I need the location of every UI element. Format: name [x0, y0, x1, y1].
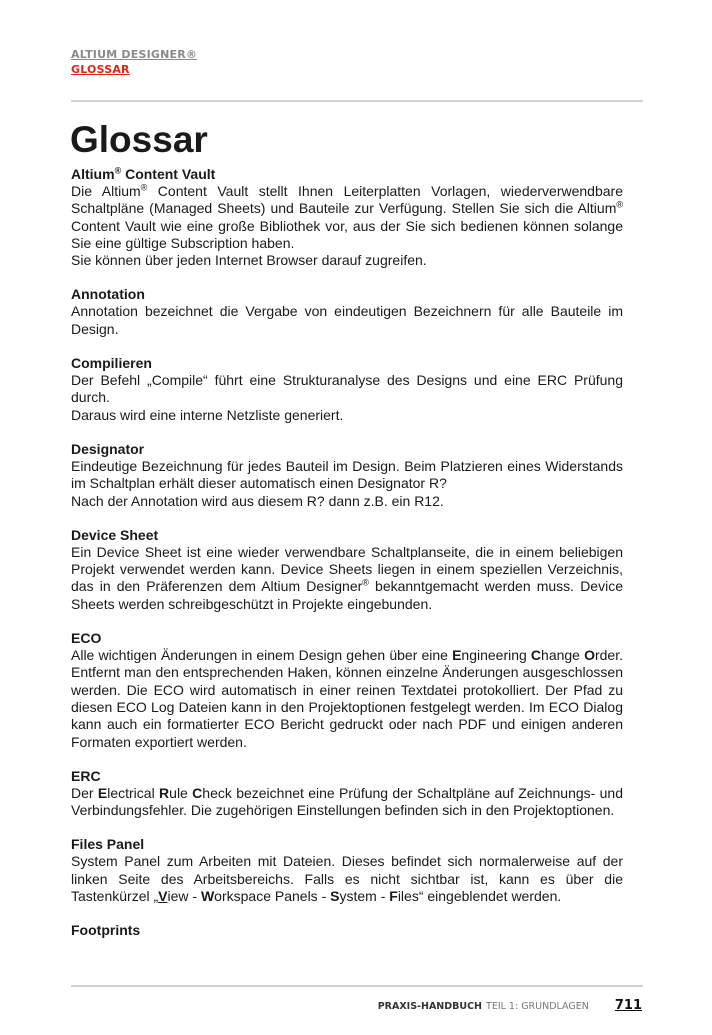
term-device-sheet: Device Sheet [71, 526, 159, 543]
definition-content-vault: Die Altium® Content Vault stellt Ihnen Leiterplatten Vorlagen, wiederverwendbare Schaltpläne (Managed Sheets) und Bauteile zur Verfügung. Stellen Sie sich die Altium® Content Vault wie eine große Bibliothek vor, aus der Sie sich bedienen können solange Sie eine gültige Subscription haben. [71, 182, 623, 251]
header-product: ALTIUM DESIGNER® [71, 48, 198, 61]
term-designator: Designator [71, 440, 145, 457]
definition-compilieren: Der Befehl „Compile“ führt eine Strukturanalyse des Designs und eine ERC Prüfung durch. [71, 372, 623, 406]
definition-files-panel: System Panel zum Arbeiten mit Dateien. Dieses befindet sich normalerweise auf der linken Seite des Arbeitsbereichs. Falls es nicht sichtbar ist, kann es über die Tastenkürzel „View - Workspace Panels - System - Files“ eingeblendet werden. [71, 853, 623, 905]
running-header [71, 47, 197, 77]
definition-designator: Eindeutige Bezeichnung für jedes Bauteil im Design. Beim Platzieren eines Widerstands im Schaltplan erhält dieser automatisch einen Designator R? [71, 457, 623, 492]
glossary-entry-eco [71, 630, 623, 751]
footer-divider [71, 985, 643, 987]
glossary-entry-designator [71, 441, 623, 510]
header-divider [71, 100, 643, 102]
term-eco: ECO [71, 630, 102, 647]
term-content-vault: Altium® Content Vault [71, 165, 216, 182]
page-title: Glossar [70, 119, 208, 160]
glossary-entry-compilieren [71, 355, 623, 424]
term-annotation: Annotation [71, 286, 145, 303]
glossary-entry-footprints [71, 922, 623, 939]
definition-erc: Der Electrical Rule Check bezeichnet eine Prüfung der Schaltpläne auf Zeichnungs- und Verbindungsfehler. Die zugehörigen Einstellungen befinden sich in den Projektoptionen. [71, 784, 623, 819]
term-compilieren: Compilieren [71, 355, 152, 372]
definition-content-vault-note: Sie können über jeden Internet Browser darauf zugreifen. [71, 252, 427, 269]
page-number: 711 [614, 998, 642, 1013]
footer-part-title: TEIL 1: GRUNDLAGEN [486, 1001, 589, 1012]
term-files-panel: Files Panel [71, 836, 145, 853]
glossary-list [71, 166, 623, 956]
definition-designator-note: Nach der Annotation wird aus diesem R? dann z.B. ein R12. [71, 492, 444, 509]
definition-device-sheet: Ein Device Sheet ist eine wieder verwendbare Schaltplanseite, die in einem beliebigen Projekt verwendet werden kann. Device Sheets liegen in einem speziellen Verzeichnis, das in den Präferenzen dem Altium Designer® bekanntgemacht werden muss. Device Sheets werden schreibgeschützt in Projekte eingebunden. [71, 543, 623, 612]
header-section: GLOSSAR [71, 63, 130, 76]
definition-eco: Alle wichtigen Änderungen in einem Design gehen über eine Engineering Change Order. Entfernt man den entsprechenden Haken, können einzelne Änderungen ausgeschlossen werden. Die ECO wird automatisch in einer reinen Textdatei protokolliert. Der Pfad zu diesen ECO Log Dateien kann in den Projektoptionen festgelegt werden. Im ECO Dialog kann auch ein formatierter ECO Bericht gedruckt oder nach PDF und einigen anderen Formaten exportiert werden. [71, 647, 623, 750]
glossary-entry-annotation [71, 286, 623, 338]
glossary-entry-files-panel [71, 836, 623, 905]
term-footprints: Footprints [71, 922, 141, 939]
running-footer [378, 998, 642, 1013]
glossary-entry-device-sheet [71, 527, 623, 613]
glossary-entry-content-vault [71, 166, 623, 269]
definition-compilieren-note: Daraus wird eine interne Netzliste generiert. [71, 406, 344, 423]
definition-annotation: Annotation bezeichnet die Vergabe von eindeutigen Bezeichnern für alle Bauteile im Design. [71, 303, 623, 337]
term-erc: ERC [71, 767, 101, 784]
glossary-entry-erc [71, 768, 623, 820]
footer-book-title: PRAXIS-HANDBUCH [377, 1001, 483, 1012]
